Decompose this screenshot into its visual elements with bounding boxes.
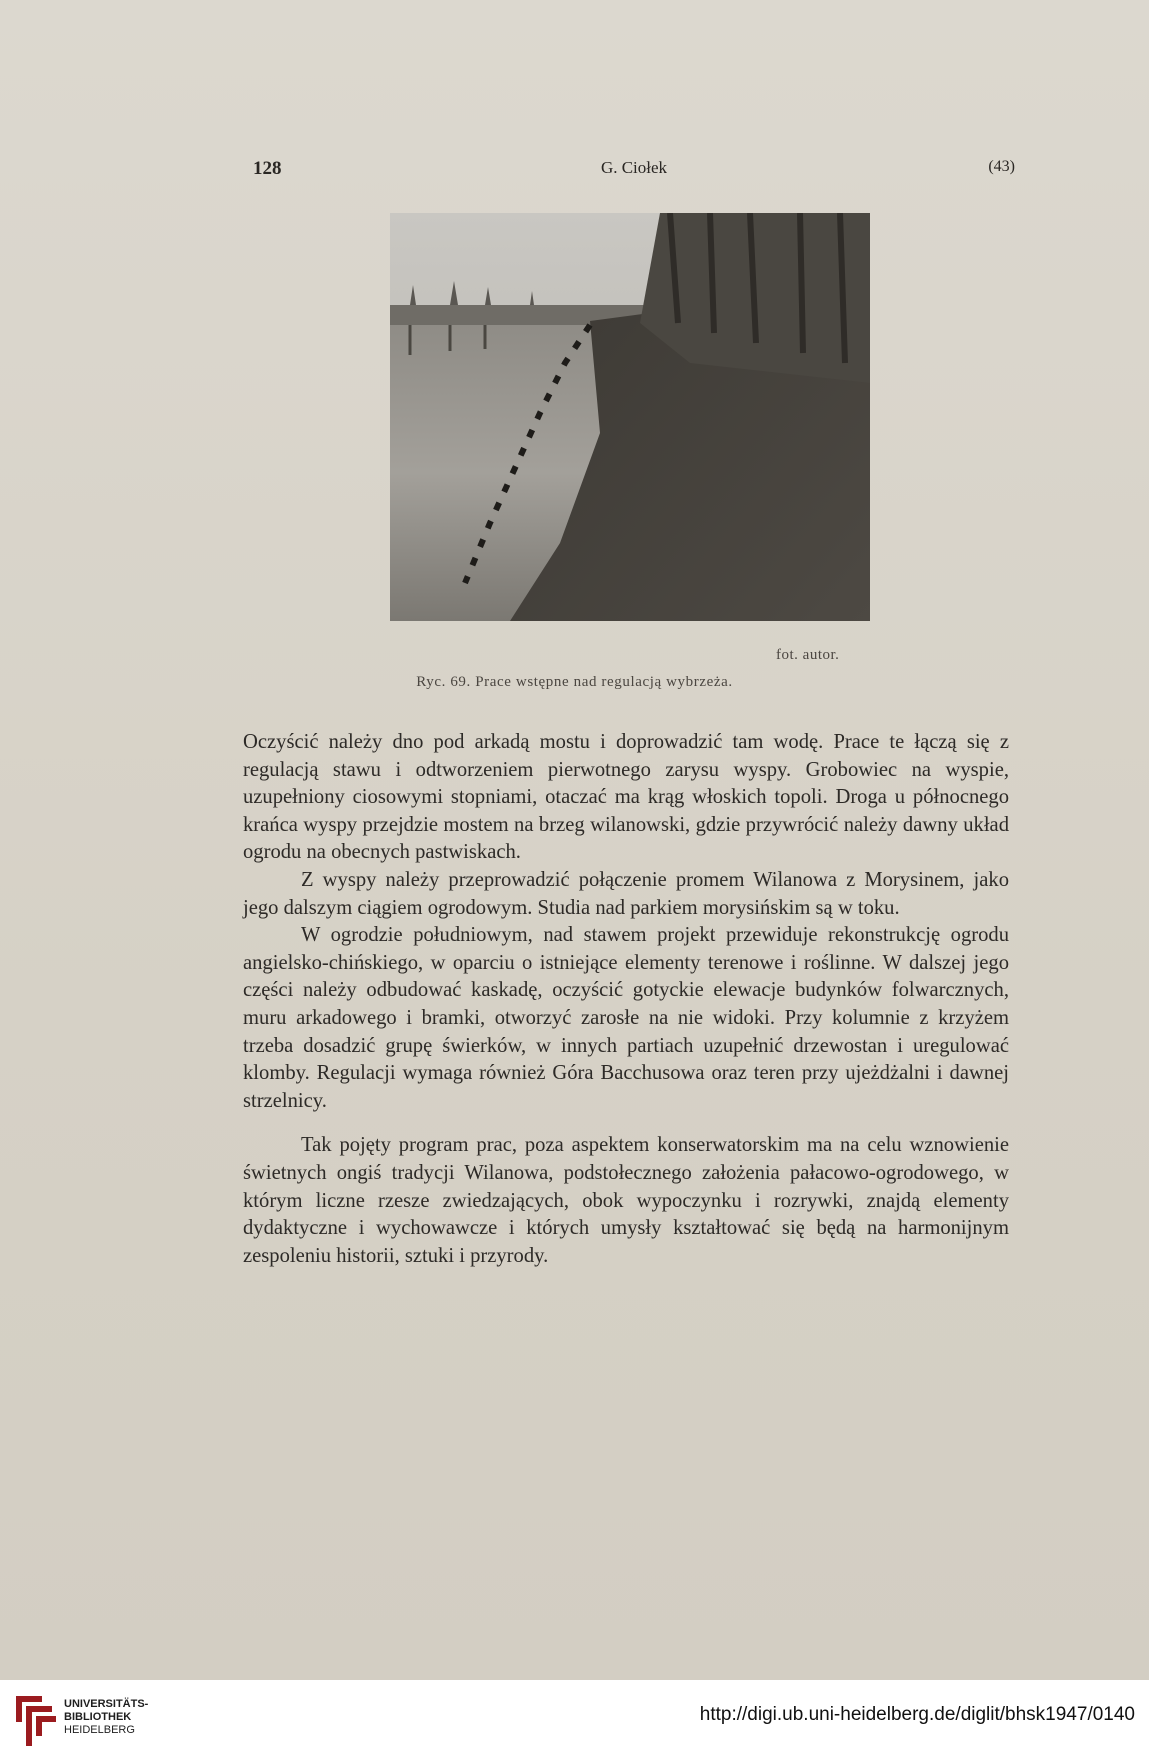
source-url-link[interactable]: http://digi.ub.uni-heidelberg.de/diglit/bhsk1947/0140 [699,1704,1135,1725]
photo-credit: fot. autor. [776,647,840,663]
library-name-line: UNIVERSITÄTS- [64,1698,149,1710]
body-text [243,729,1009,1270]
library-name [64,1698,148,1737]
figure-caption: Ryc. 69. Prace wstępne nad regulacją wybrzeża. [416,674,733,690]
page-number: 128 [253,158,282,179]
section-number: (43) [988,158,1015,175]
paragraph: Tak pojęty program prac, poza aspektem konserwatorskim ma na celu wznowienie świetnych ongiś tradycji Wilanowa, podstołecznego założenia pałacowo-ogrodowego, w którym liczne rzesze zwiedzających, obok wypoczynku i rozrywki, znajdą elementy dydaktyczne i wychowawcze i których umysły kształtować się będą na harmonijnym zespoleniu historii, sztuki i przyrody. [243,1134,1009,1267]
paragraph: Z wyspy należy przeprowadzić połączenie promem Wilanowa z Morysinem, jako jego dalszym ciągiem ogrodowym. Studia nad parkiem morysińskim są w toku. [243,868,1009,919]
riverbank-photo-illustration [390,213,870,621]
library-name-line: HEIDELBERG [64,1724,135,1736]
library-name-line: BIBLIOTHEK [64,1711,132,1723]
paragraph: W ogrodzie południowym, nad stawem projekt przewiduje rekonstrukcję ogrodu angielsko-chińskiego, w oparciu o istniejące elementy terenowe i roślinne. W dalszej jego części należy odbudować kaskadę, oczyścić gotyckie elewacje budynków folwarcznych, muru arkadowego i bramki, otworzyć zarosłe na nie widoki. Przy kolumnie z krzyżem trzeba dosadzić grupę świerków, w innych partiach uzupełnić drzewostan i uregulować klomby. Regulacji wymaga również Góra Bacchusowa oraz teren przy ujeżdżalni i dawnej strzelnicy. [243,924,1009,1112]
running-header [253,158,1015,188]
paragraph: Oczyścić należy dno pod arkadą mostu i doprowadzić tam wodę. Prace te łączą się z regulacją stawu i odtworzeniem pierwotnego zarysu wyspy. Grobowiec na wyspie, uzupełniony ciosowymi stopniami, otaczać ma krąg włoskich topoli. Droga u północnego krańca wyspy przejdzie mostem na brzeg wilanowski, gdzie przywrócić należy dawny układ ogrodu na obecnych pastwiskach. [243,731,1009,864]
figure-photo [390,213,870,621]
library-logo-icon [12,1692,58,1750]
running-author: G. Ciołek [600,158,668,177]
digitization-footer [0,1680,1149,1760]
